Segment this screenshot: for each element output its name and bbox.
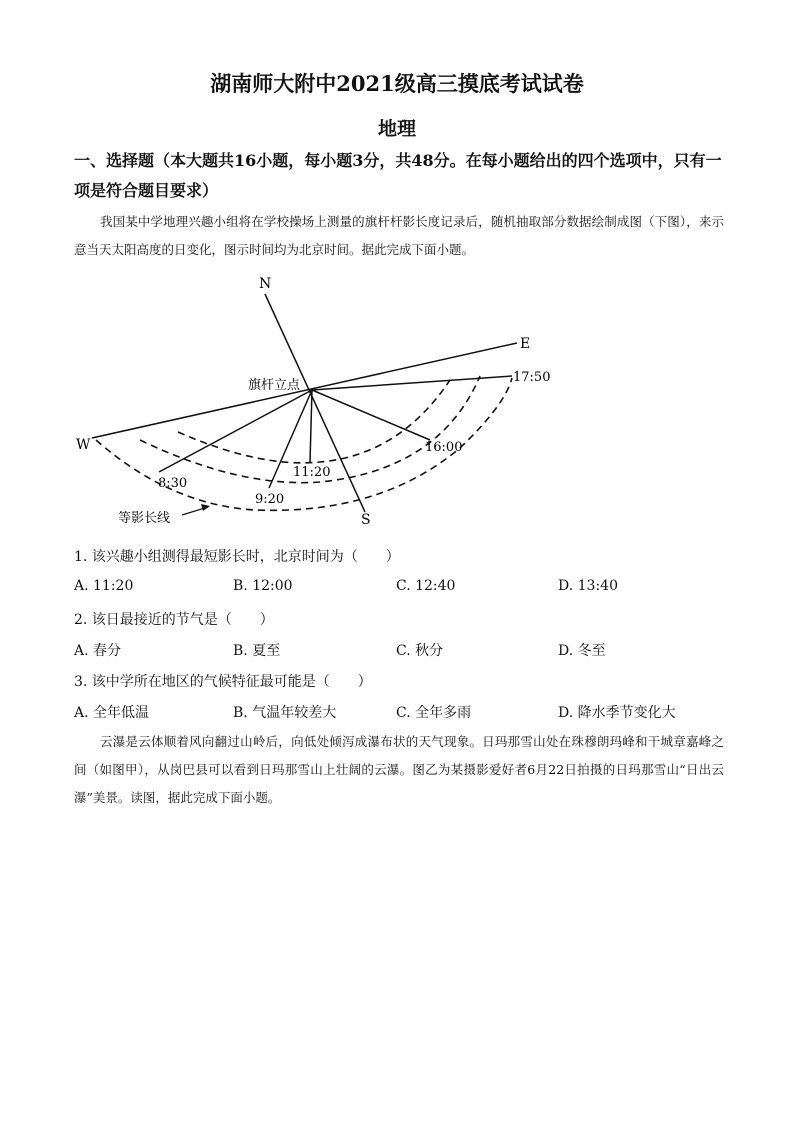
question-3-stem: 3. 该中学所在地区的气候特征最可能是（ ） xyxy=(74,674,372,690)
time-0920: 9:20 xyxy=(255,492,285,507)
shadow-1600 xyxy=(312,390,430,440)
label-east: E xyxy=(520,336,531,352)
q3-option-a: A. 全年低温 xyxy=(74,705,150,721)
q1-option-b: B. 12:00 xyxy=(233,578,293,594)
section-heading: 一、选择题（本大题共16小题，每小题3分，共48分。在每小题给出的四个选项中，只有一项是符合题目要求） xyxy=(74,151,722,200)
question-2-stem: 2. 该日最接近的节气是（ ） xyxy=(74,612,274,628)
label-pole: 旗杆立点 xyxy=(248,378,301,393)
shadow-1750 xyxy=(312,376,512,390)
q3-option-b: B. 气温年较差大 xyxy=(233,705,337,721)
shadow-1120 xyxy=(310,390,312,462)
q1-option-a: A. 11:20 xyxy=(74,578,134,594)
q2-option-d: D. 冬至 xyxy=(558,643,606,659)
passage-1: 我国某中学地理兴趣小组将在学校操场上测量的旗杆杆影长度记录后，随机抽取部分数据绘制成图（下图），来示意当天太阳高度的日变化，图示时间均为北京时间。据此完成下面小题。 xyxy=(74,214,724,257)
time-1120: 11:20 xyxy=(293,465,331,480)
q1-option-c: C. 12:40 xyxy=(396,578,456,594)
q2-option-b: B. 夏至 xyxy=(233,643,281,659)
label-contour: 等影长线 xyxy=(118,511,171,526)
passage-2: 云瀑是云体顺着风向翻过山岭后，向低处倾泻成瀑布状的天气现象。日玛那雪山处在珠穆朗玛峰和干城章嘉峰之间（如图甲），从岗巴县可以看到日玛那雪山上壮阔的云瀑。图乙为某摄影爱好者6月22日拍摄的日玛那雪山“日出云瀑”美景。读图，据此完成下面小题。 xyxy=(74,734,724,805)
label-west: W xyxy=(76,437,91,453)
exam-title: 湖南师大附中2021级高三摸底考试试卷 xyxy=(210,71,584,96)
time-1750: 17:50 xyxy=(513,370,551,385)
time-1600: 16:00 xyxy=(425,440,463,455)
question-1-stem: 1. 该兴趣小组测得最短影长时，北京时间为（ ） xyxy=(74,549,400,565)
q1-option-d: D. 13:40 xyxy=(558,578,618,594)
label-south: S xyxy=(361,512,371,528)
label-north: N xyxy=(259,276,272,292)
contour-inner xyxy=(178,380,450,463)
q3-option-c: C. 全年多雨 xyxy=(396,705,472,721)
q2-option-c: C. 秋分 xyxy=(396,643,444,659)
subject-title: 地理 xyxy=(377,118,416,140)
shadow-0830 xyxy=(159,390,312,472)
west-east-line xyxy=(92,343,517,438)
time-0830: 8:30 xyxy=(158,476,188,491)
q2-option-a: A. 春分 xyxy=(74,643,122,659)
q3-option-d: D. 降水季节变化大 xyxy=(558,705,676,721)
